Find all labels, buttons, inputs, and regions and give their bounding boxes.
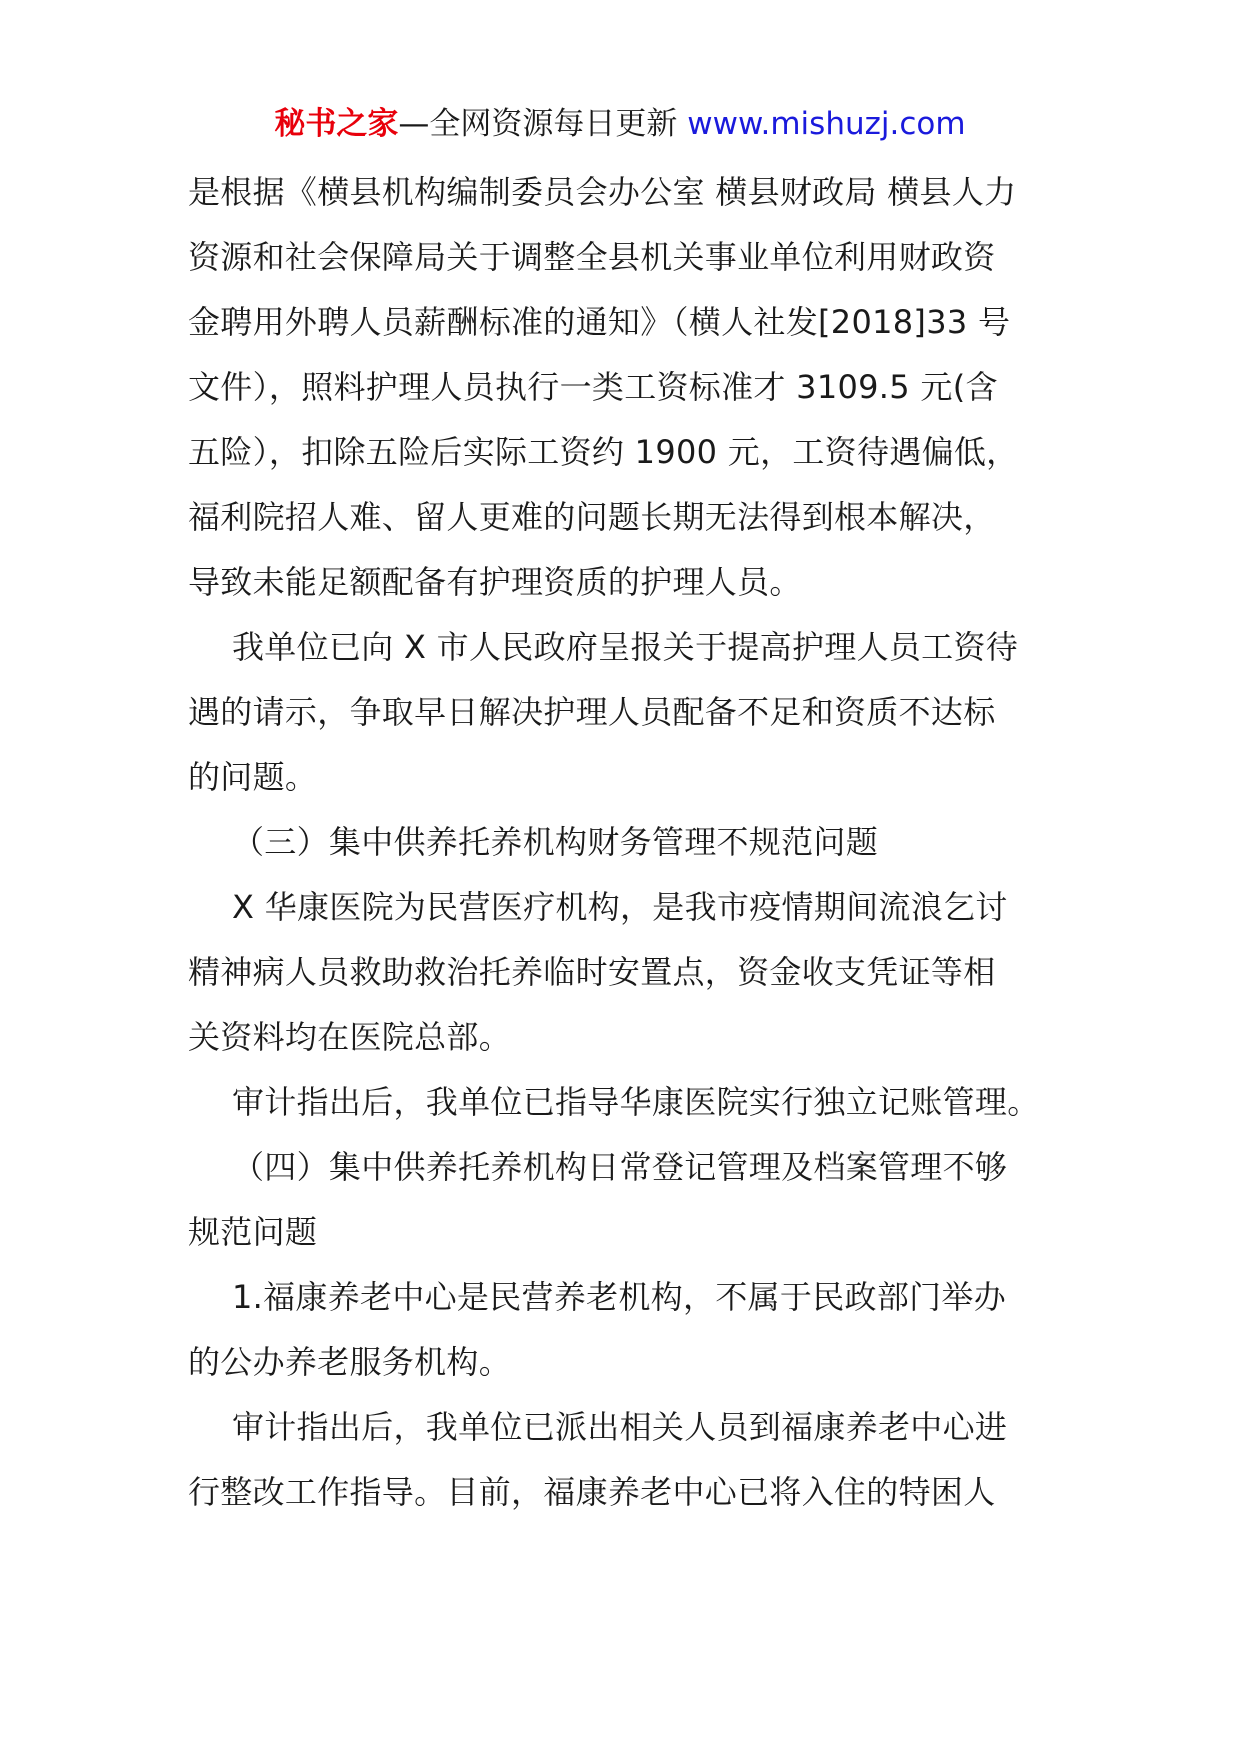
body-line: 的问题。	[188, 758, 318, 796]
body-line: 的公办养老服务机构。	[188, 1343, 512, 1381]
body-line: 五险），扣除五险后实际工资约 1900 元，工资待遇偏低，	[188, 433, 1019, 471]
body-line: 行整改工作指导。目前，福康养老中心已将入住的特困人	[188, 1473, 996, 1511]
header-tagline: —全网资源每日更新	[398, 106, 678, 142]
section-heading: （三）集中供养托养机构财务管理不规范问题	[232, 823, 879, 861]
section-heading-continued: 规范问题	[188, 1213, 318, 1251]
paragraph-first-line: 审计指出后，我单位已派出相关人员到福康养老中心进	[232, 1408, 1008, 1446]
document-body	[188, 160, 1068, 1525]
body-line: 文件），照料护理人员执行一类工资标准才 3109.5 元(含	[188, 368, 998, 406]
body-line: 金聘用外聘人员薪酬标准的通知》（横人社发[2018]33 号	[188, 303, 1011, 341]
site-url-link[interactable]: www.mishuzj.com	[687, 106, 966, 142]
body-line: 是根据《横县机构编制委员会办公室 横县财政局 横县人力	[188, 173, 1017, 211]
body-line: 福利院招人难、留人更难的问题长期无法得到根本解决，	[188, 498, 996, 536]
body-line: 精神病人员救助救治托养临时安置点，资金收支凭证等相	[188, 953, 996, 991]
paragraph-first-line: 1.福康养老中心是民营养老机构，不属于民政部门举办	[232, 1278, 1007, 1316]
paragraph-first-line: 我单位已向 X 市人民政府呈报关于提高护理人员工资待	[232, 628, 1019, 666]
body-line: 遇的请示，争取早日解决护理人员配备不足和资质不达标	[188, 693, 996, 731]
page-header	[0, 100, 1240, 148]
section-heading: （四）集中供养托养机构日常登记管理及档案管理不够	[232, 1148, 1008, 1186]
body-line: 资源和社会保障局关于调整全县机关事业单位利用财政资	[188, 238, 996, 276]
paragraph-first-line: 审计指出后，我单位已指导华康医院实行独立记账管理。	[232, 1083, 1040, 1121]
body-line: 关资料均在医院总部。	[188, 1018, 512, 1056]
paragraph-first-line: X 华康医院为民营医疗机构，是我市疫情期间流浪乞讨	[232, 888, 1008, 926]
brand-name: 秘书之家	[274, 106, 399, 142]
body-line: 导致未能足额配备有护理资质的护理人员。	[188, 563, 802, 601]
